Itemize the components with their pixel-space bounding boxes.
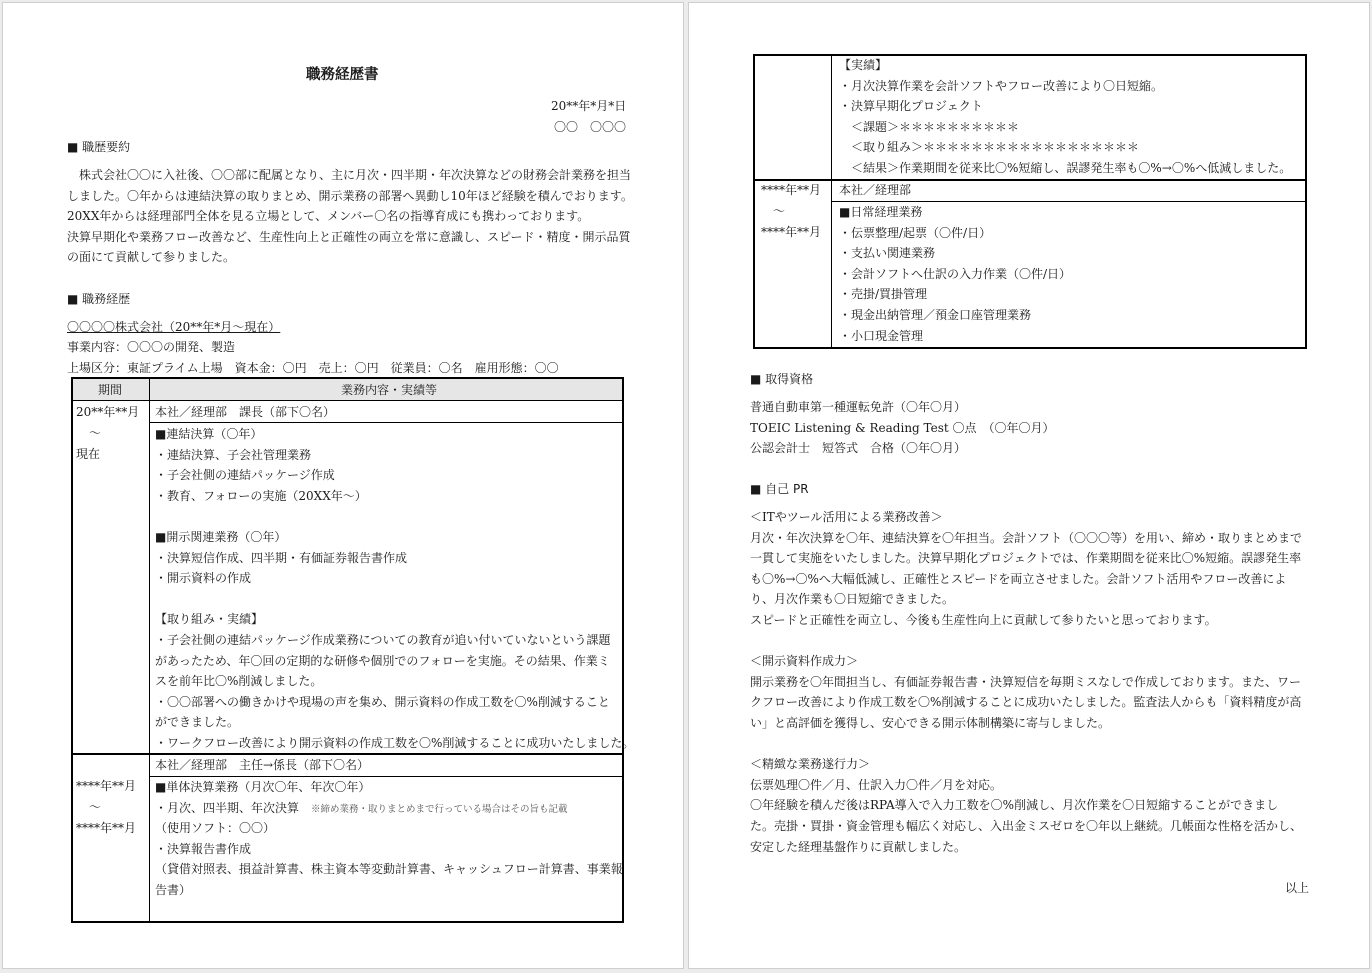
pr-line: クフロー改善により作成工数を〇%削減することに成功いたしました。監査法人からも「資料精度が高 [750,695,1302,710]
pr-line: た。売掛・買掛・資金管理も幅広く対応し、入出金ミスゼロを〇年以上継続。几帳面な性格を活かし、 [750,818,1303,833]
table-column-divider [149,378,150,922]
detail-line: ■開示関連業務（〇年） [155,529,287,544]
detail-line: ・開示資料の作成 [155,571,252,586]
pr-line: 一貫して実施をいたしました。決算早期化プロジェクトでは、作業期間を従来比〇%短縮。誤謬発生率 [750,551,1302,566]
job-details-continued [839,55,1291,179]
period-tilde: 〜 [89,800,102,814]
self-pr-heading: ■ 自己 PR [750,482,809,496]
pr-line: ＜精緻な業務遂行力＞ [750,757,871,772]
detail-line: ・教育、フォローの実施（20XX年〜） [155,488,367,503]
detail-line: 【実績】 [839,58,888,72]
summary-line: しました。〇年からは連結決算の取りまとめ、開示業務の部署へ異動し10年ほど経験を積んでおります。 [67,188,633,203]
detail-line: ■日常経理業務 [839,205,923,219]
detail-line: ・小口現金管理 [839,328,924,343]
detail-note: ※締め業務・取りまとめまで行っている場合はその旨も記載 [311,803,568,815]
pr-line: も〇%→〇%へ大幅低減し、正確性とスピードを両立させました。会計ソフト活用やフロー改善によ [750,571,1287,586]
pr-line [750,631,1302,652]
detail-line: ・支払い関連業務 [839,246,936,261]
pr-line: り、月次作業も〇日短縮できました。 [750,592,955,607]
summary-line: 決算早期化や業務フロー改善など、生産性向上と正確性の両立を常に意識し、スピード・精度・開示品質 [67,229,631,244]
detail-line: ・子会社側の連結パッケージ作成業務についての教育が追い付いていないという課題 [155,632,611,647]
job-position: 本社／経理部 [839,183,912,197]
company-name: 〇〇〇〇株式会社（20**年*月〜現在） [67,320,281,334]
detail-line: ・決算早期化プロジェクト [839,99,983,114]
pr-line: ＜開示資料作成力＞ [750,654,859,669]
detail-line [155,798,623,819]
pr-line: スピードと正確性を両立し、今後も生産性向上に貢献して参りたいと思っております。 [750,612,1217,627]
pr-line: 〇年経験を積んだ後はRPA導入で入力工数を〇%削減し、月次作業を〇日短縮することができまし [750,798,1279,813]
pr-line: 安定した経理基盤作りに貢献しました。 [750,839,967,854]
detail-line: ・現金出納管理／預金口座管理業務 [839,307,1032,322]
detail-line: ・連結決算、子会社管理業務 [155,447,312,462]
detail-line: （貸借対照表、損益計算書、株主資本等変動計算書、キャッシュフロー計算書、事業報 [155,862,623,877]
detail-line: スを前年比〇%削減しました。 [155,674,323,689]
detail-line: ・ワークフロー改善により開示資料の作成工数を〇%削減することに成功いたしました。 [155,735,635,750]
document-date: 20**年*月*日 [551,99,627,113]
detail-line: 告書） [155,882,192,897]
detail-line: ・会計ソフトへ仕訳の入力作業（〇件/日） [839,266,1072,281]
table-header-period: 期間 [98,383,123,397]
job-position: 本社／経理部 課長（部下〇名） [155,405,336,419]
job-position: 本社／経理部 主任→係長（部下〇名） [155,758,370,772]
job-details [155,424,634,754]
document-title: 職務経歴書 [306,67,379,83]
detail-line: ・月次決算作業を会計ソフトやフロー改善により〇日短縮。 [839,78,1164,93]
detail-line: ができました。 [155,715,240,730]
detail-line: ・子会社側の連結パッケージ作成 [155,468,335,483]
detail-line: ■連結決算（〇年） [155,427,263,441]
pr-line: 伝票処理〇件／月、仕訳入力〇件／月を対応。 [750,777,1003,792]
detail-line: ＜結果＞作業期間を従来比〇%短縮し、誤謬発生率も〇%→〇%へ低減しました。 [839,160,1292,175]
business-description: 事業内容：〇〇〇の開発、製造 [67,340,236,354]
summary-heading: ■ 職歴要約 [67,140,131,154]
period-from: ****年**月 [761,183,822,197]
pr-line: 月次・年次決算を〇年、連結決算を〇年担当。会計ソフト（〇〇〇等）を用い、締め・取りまとめまで [750,530,1303,545]
summary-text [67,165,633,268]
summary-line: の面にて貢献して参りました。 [67,250,236,265]
detail-line: ・決算短信作成、四半期・有価証券報告書作成 [155,550,408,565]
detail-line: 【取り組み・実績】 [155,612,264,627]
period-to: 現在 [76,447,101,461]
detail-line: ＜取り組み＞＊＊＊＊＊＊＊＊＊＊＊＊＊＊＊＊＊＊ [839,140,1140,155]
detail-line: があったため、年〇回の定期的な研修や個別でのフォローを実施。その結果、作業ミ [155,653,610,668]
period-from: ****年**月 [76,779,137,793]
table-header-content: 業務内容・実績等 [341,383,438,397]
closing-mark: 以上 [1285,881,1310,895]
detail-text: ・月次、四半期、年次決算 [155,800,300,815]
qualification-item: 公認会計士 短答式 合格（〇年〇月） [750,441,967,456]
detail-line: ■単体決算業務（月次〇年、年次〇年） [155,780,371,794]
qualification-item: 普通自動車第一種運転免許（〇年〇月） [750,400,967,414]
period-to: ****年**月 [761,225,822,239]
pr-line: い」と高評価を獲得し、安心できる開示体制構築に寄与しました。 [750,715,1111,730]
company-listing-info: 上場区分：東証プライム上場 資本金：〇円 売上：〇円 従業員：〇名 雇用形態：〇〇 [67,361,559,375]
period-tilde: 〜 [89,426,102,440]
pr-line [750,734,1302,755]
detail-line: ・売掛/買掛管理 [839,287,928,302]
qualifications-list [750,397,1055,459]
document-page-right [688,2,1370,969]
detail-line [155,589,634,610]
job-details [155,777,623,901]
period-to: ****年**月 [76,821,137,835]
self-pr-text [750,507,1302,857]
period-from: 20**年**月 [76,405,140,419]
detail-line [155,506,634,527]
summary-line: 20XX年からは経理部門全体を見る立場として、メンバー〇名の指導育成にも携わっております。 [67,209,590,224]
history-heading: ■ 職務経歴 [67,292,131,306]
qualification-item: TOEIC Listening & Reading Test 〇点 （〇年〇月） [750,420,1055,435]
document-page-left [2,2,684,969]
pr-line: ＜ITやツール活用による業務改善＞ [750,510,943,524]
period-tilde: 〜 [773,204,786,218]
job-details [839,202,1071,346]
detail-line: ＜課題＞＊＊＊＊＊＊＊＊＊＊ [839,119,1020,134]
table-row-divider [754,179,1306,181]
detail-line: ・〇〇部署への働きかけや現場の声を集め、開示資料の作成工数を〇%削減すること [155,694,610,709]
detail-line: ・決算報告書作成 [155,841,252,856]
pr-line: 開示業務を〇年間担当し、有価証券報告書・決算短信を毎期ミスなしで作成しております。また、ワー [750,674,1302,689]
qualifications-heading: ■ 取得資格 [750,372,814,386]
author-name: 〇〇 〇〇〇 [554,120,627,134]
detail-line: ・伝票整理/起票（〇件/日） [839,225,992,240]
summary-line: 株式会社〇〇に入社後、〇〇部に配属となり、主に月次・四半期・年次決算などの財務会計業務を担当 [67,168,632,182]
detail-line: （使用ソフト：〇〇） [155,821,276,836]
